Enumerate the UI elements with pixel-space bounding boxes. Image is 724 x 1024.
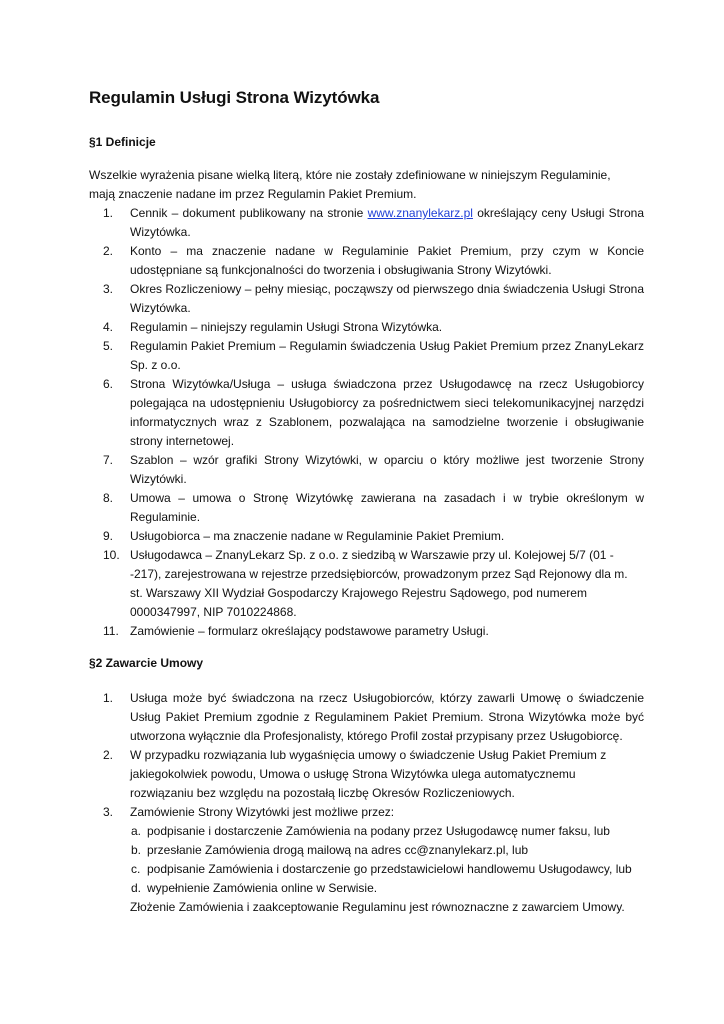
znanylekarz-link[interactable]: www.znanylekarz.pl	[367, 206, 473, 220]
agreement-item	[89, 803, 644, 822]
definition-item	[89, 546, 644, 622]
order-method-item	[89, 841, 644, 860]
item-line: W przypadku rozwiązania lub wygaśnięcia umowy o świadczenie Usług Pakiet Premium z	[130, 748, 607, 762]
agreement-list	[89, 689, 644, 917]
item-letter: d.	[131, 881, 142, 895]
definition-item	[89, 527, 644, 546]
item-text: Umowa – umowa o Stronę Wizytówkę zawierana na zasadach i w trybie określonym w Regulaminie.	[130, 491, 644, 524]
closing-statement: Złożenie Zamówienia i zaakceptowanie Regulaminu jest równoznaczne z zawarciem Umowy.	[130, 900, 625, 914]
section-1-intro	[89, 166, 644, 204]
order-method-item	[89, 860, 644, 879]
item-line: jakiegokolwiek powodu, Umowa o usługę Strona Wizytówka ulega automatycznemu	[130, 767, 576, 781]
item-number: 7.	[103, 453, 114, 467]
item-text: Usługobiorca – ma znaczenie nadane w Regulaminie Pakiet Premium.	[130, 529, 505, 543]
definition-item	[89, 280, 644, 318]
item-line: -217), zarejestrowana w rejestrze przedsiębiorców, prowadzonym przez Sąd Rejonowy dla m.	[130, 567, 628, 581]
section-2-heading: §2 Zawarcie Umowy	[89, 656, 204, 670]
item-number: 11.	[103, 624, 119, 638]
order-method-item	[89, 822, 644, 841]
item-text	[130, 546, 644, 622]
definition-item	[89, 622, 644, 641]
item-number: 1.	[103, 691, 114, 705]
item-number: 10.	[103, 548, 120, 562]
item-text: Regulamin – niniejszy regulamin Usługi Strona Wizytówka.	[130, 320, 443, 334]
item-line: st. Warszawy XII Wydział Gospodarczy Krajowego Rejestru Sądowego, pod numerem	[130, 586, 587, 600]
definition-item	[89, 451, 644, 489]
item-text: podpisanie Zamówienia i dostarczenie go przedstawicielowi handlowemu Usługodawcy, lub	[147, 862, 632, 876]
agreement-item	[89, 689, 644, 746]
item-text: przesłanie Zamówienia drogą mailową na adres cc@znanylekarz.pl, lub	[147, 843, 529, 857]
item-text: Regulamin Pakiet Premium – Regulamin świadczenia Usług Pakiet Premium przez ZnanyLekarz Sp. z o.o.	[130, 339, 644, 372]
definition-item	[89, 318, 644, 337]
item-letter: a.	[131, 824, 142, 838]
agreement-item	[89, 746, 644, 803]
item-number: 3.	[103, 282, 114, 296]
item-number: 5.	[103, 339, 114, 353]
item-number: 8.	[103, 491, 114, 505]
item-number: 6.	[103, 377, 114, 391]
item-letter: c.	[131, 862, 141, 876]
item-number: 2.	[103, 748, 114, 762]
item-line: Usługodawca – ZnanyLekarz Sp. z o.o. z siedzibą w Warszawie przy ul. Kolejowej 5/7 (01 -	[130, 548, 614, 562]
document-title: Regulamin Usługi Strona Wizytówka	[89, 88, 380, 107]
item-text: wypełnienie Zamówienia online w Serwisie.	[147, 881, 378, 895]
item-text: Zamówienie Strony Wizytówki jest możliwe przez:	[130, 805, 395, 819]
item-text: Usługa może być świadczona na rzecz Usługobiorców, którzy zawarli Umowę o świadczenie Usług Pakiet Premium zgodnie z Regulaminem Pakiet Premium. Strona Wizytówka może być utworzona wyłącznie dla Profesjonalisty, którego Profil został przypisany przez Usługobiorcę.	[130, 691, 644, 743]
item-text: podpisanie i dostarczenie Zamówienia na podany przez Usługodawcę numer faksu, lub	[147, 824, 610, 838]
definition-item	[89, 375, 644, 451]
section-1-heading: §1 Definicje	[89, 135, 156, 149]
definitions-list	[89, 204, 644, 641]
order-method-item	[89, 879, 644, 898]
item-number: 4.	[103, 320, 114, 334]
definition-item	[89, 489, 644, 527]
definition-item	[89, 242, 644, 280]
item-letter: b.	[131, 843, 142, 857]
item-line: 0000347997, NIP 7010224868.	[130, 605, 297, 619]
item-text: Szablon – wzór grafiki Strony Wizytówki, w oparciu o który możliwe jest tworzenie Strony Wizytówki.	[130, 453, 644, 486]
intro-line-2: mają znaczenie nadane im przez Regulamin Pakiet Premium.	[89, 187, 417, 201]
item-text	[130, 746, 644, 803]
item-text: Okres Rozliczeniowy – pełny miesiąc, począwszy od pierwszego dnia świadczenia Usługi Strona Wizytówka.	[130, 282, 644, 315]
item-text: Zamówienie – formularz określający podstawowe parametry Usługi.	[130, 624, 489, 638]
definition-item	[89, 204, 644, 242]
definition-item	[89, 337, 644, 375]
item-number: 2.	[103, 244, 114, 258]
item-number: 1.	[103, 206, 114, 220]
item-line: rozwiązaniu bez względu na pozostałą liczbę Okresów Rozliczeniowych.	[130, 786, 515, 800]
item-text: Strona Wizytówka/Usługa – usługa świadczona przez Usługodawcę na rzecz Usługobiorcy polegająca na udostępnieniu Usługobiorcy za pośrednictwem sieci telekomunikacyjnej narzędzi informatycznych wraz z Szablonem, pozwalająca na samodzielne tworzenie i obsługiwanie strony internetowej.	[130, 377, 644, 448]
item-text: Cennik – dokument publikowany na stronie www.znanylekarz.pl określający ceny Usługi Strona Wizytówka.	[130, 206, 644, 239]
intro-line-1: Wszelkie wyrażenia pisane wielką literą, które nie zostały zdefiniowane w niniejszym Regulaminie,	[89, 168, 611, 182]
item-number: 9.	[103, 529, 114, 543]
item-text: Konto – ma znaczenie nadane w Regulaminie Pakiet Premium, przy czym w Koncie udostępniane są funkcjonalności do tworzenia i obsługiwania Strony Wizytówki.	[130, 244, 644, 277]
item-number: 3.	[103, 805, 114, 819]
